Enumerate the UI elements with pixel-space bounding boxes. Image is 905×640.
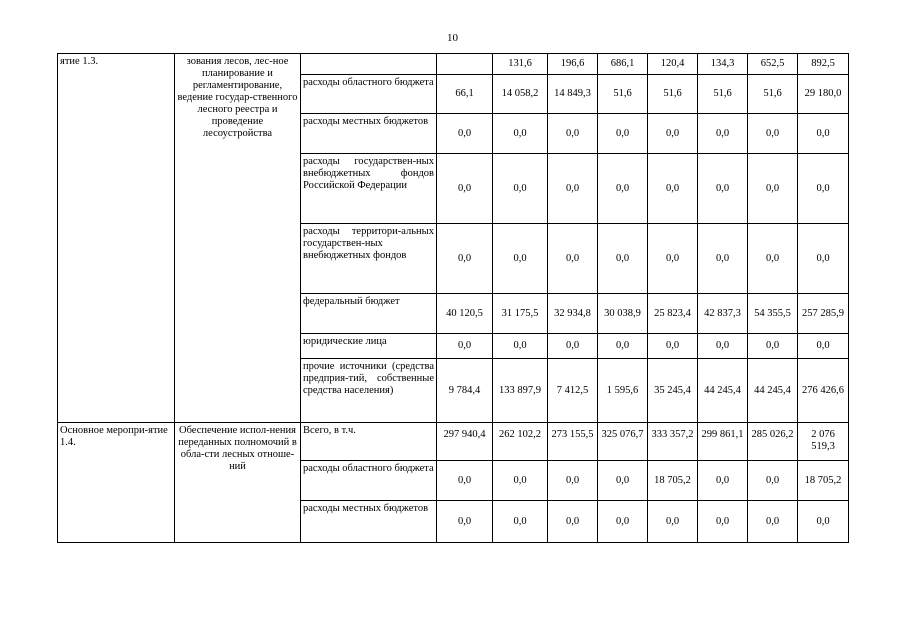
funding-table: [57, 53, 849, 543]
value-cell: 0,0: [437, 114, 493, 154]
value-cell: 0,0: [748, 224, 798, 294]
value-cell: 0,0: [437, 461, 493, 501]
description-cell: Обеспечение испол-нения переданных полномочий в обла-сти лесных отноше-ний: [175, 423, 301, 543]
value-cell: 0,0: [493, 114, 548, 154]
event-cell: ятие 1.3.: [58, 54, 175, 423]
funding-source-cell: федеральный бюджет: [301, 294, 437, 334]
value-cell: 0,0: [548, 154, 598, 224]
value-cell: 0,0: [493, 224, 548, 294]
value-cell: 18 705,2: [798, 461, 849, 501]
value-cell: 2 076 519,3: [798, 423, 849, 461]
value-cell: 299 861,1: [698, 423, 748, 461]
value-cell: 1 595,6: [598, 359, 648, 423]
value-cell: 257 285,9: [798, 294, 849, 334]
value-cell: 7 412,5: [548, 359, 598, 423]
value-cell: 0,0: [648, 154, 698, 224]
funding-source-cell: расходы местных бюджетов: [301, 501, 437, 543]
value-cell: 25 823,4: [648, 294, 698, 334]
description-cell: зования лесов, лес-ное планирование и регламентирование, ведение государ-ственного лесного реестра и проведение лесоустройства: [175, 54, 301, 423]
value-cell: 0,0: [493, 461, 548, 501]
value-cell: 51,6: [598, 75, 648, 114]
value-cell: 0,0: [748, 114, 798, 154]
value-cell: 0,0: [698, 501, 748, 543]
value-cell: 0,0: [548, 114, 598, 154]
value-cell: 131,6: [493, 54, 548, 75]
value-cell: 32 934,8: [548, 294, 598, 334]
page-number: 10: [447, 32, 458, 44]
value-cell: 262 102,2: [493, 423, 548, 461]
value-cell: 0,0: [748, 154, 798, 224]
value-cell: 0,0: [548, 461, 598, 501]
value-cell: 0,0: [648, 334, 698, 359]
value-cell: 54 355,5: [748, 294, 798, 334]
funding-source-cell: расходы государствен-ных внебюджетных фондов Российской Федерации: [301, 154, 437, 224]
value-cell: 0,0: [698, 114, 748, 154]
value-cell: 0,0: [698, 334, 748, 359]
table-row: [58, 423, 849, 461]
value-cell: 0,0: [548, 224, 598, 294]
funding-source-cell: юридические лица: [301, 334, 437, 359]
value-cell: 325 076,7: [598, 423, 648, 461]
value-cell: 9 784,4: [437, 359, 493, 423]
value-cell: 0,0: [698, 461, 748, 501]
value-cell: 31 175,5: [493, 294, 548, 334]
value-cell: 0,0: [598, 334, 648, 359]
funding-source-cell: расходы областного бюджета: [301, 461, 437, 501]
value-cell: 0,0: [748, 501, 798, 543]
value-cell: 134,3: [698, 54, 748, 75]
value-cell: 273 155,5: [548, 423, 598, 461]
table-row: [58, 54, 849, 75]
value-cell: 133 897,9: [493, 359, 548, 423]
value-cell: 0,0: [798, 334, 849, 359]
value-cell: 0,0: [798, 224, 849, 294]
value-cell: 0,0: [648, 114, 698, 154]
funding-source-cell: Всего, в т.ч.: [301, 423, 437, 461]
value-cell: 0,0: [598, 114, 648, 154]
value-cell: 51,6: [748, 75, 798, 114]
value-cell: 35 245,4: [648, 359, 698, 423]
funding-source-cell: расходы территори-альных государствен-ных внебюджетных фондов: [301, 224, 437, 294]
value-cell: 0,0: [598, 154, 648, 224]
value-cell: 0,0: [648, 224, 698, 294]
value-cell: 0,0: [698, 154, 748, 224]
value-cell: 40 120,5: [437, 294, 493, 334]
value-cell: 0,0: [548, 334, 598, 359]
value-cell: 66,1: [437, 75, 493, 114]
value-cell: 0,0: [437, 154, 493, 224]
value-cell: 0,0: [437, 334, 493, 359]
value-cell: 44 245,4: [698, 359, 748, 423]
value-cell: 0,0: [748, 461, 798, 501]
value-cell: 0,0: [748, 334, 798, 359]
value-cell: 0,0: [493, 501, 548, 543]
value-cell: 51,6: [698, 75, 748, 114]
funding-source-cell: прочие источники (средства предприя-тий, собственные средства населения): [301, 359, 437, 423]
value-cell: 44 245,4: [748, 359, 798, 423]
funding-source-cell: расходы местных бюджетов: [301, 114, 437, 154]
value-cell: 120,4: [648, 54, 698, 75]
value-cell: 51,6: [648, 75, 698, 114]
value-cell: 0,0: [548, 501, 598, 543]
value-cell: 686,1: [598, 54, 648, 75]
value-cell: 42 837,3: [698, 294, 748, 334]
value-cell: 196,6: [548, 54, 598, 75]
value-cell: 30 038,9: [598, 294, 648, 334]
value-cell: 0,0: [798, 501, 849, 543]
value-cell: 0,0: [493, 334, 548, 359]
value-cell: 0,0: [798, 114, 849, 154]
value-cell: 297 940,4: [437, 423, 493, 461]
value-cell: [437, 54, 493, 75]
funding-source-cell: расходы областного бюджета: [301, 75, 437, 114]
value-cell: 14 849,3: [548, 75, 598, 114]
event-cell: Основное меропри-ятие 1.4.: [58, 423, 175, 543]
funding-source-cell: [301, 54, 437, 75]
value-cell: 0,0: [798, 154, 849, 224]
value-cell: 0,0: [698, 224, 748, 294]
value-cell: 0,0: [598, 224, 648, 294]
value-cell: 29 180,0: [798, 75, 849, 114]
value-cell: 0,0: [493, 154, 548, 224]
value-cell: 14 058,2: [493, 75, 548, 114]
value-cell: 0,0: [648, 501, 698, 543]
value-cell: 285 026,2: [748, 423, 798, 461]
value-cell: 0,0: [598, 501, 648, 543]
value-cell: 0,0: [598, 461, 648, 501]
value-cell: 892,5: [798, 54, 849, 75]
value-cell: 0,0: [437, 224, 493, 294]
value-cell: 276 426,6: [798, 359, 849, 423]
value-cell: 652,5: [748, 54, 798, 75]
value-cell: 18 705,2: [648, 461, 698, 501]
value-cell: 333 357,2: [648, 423, 698, 461]
value-cell: 0,0: [437, 501, 493, 543]
